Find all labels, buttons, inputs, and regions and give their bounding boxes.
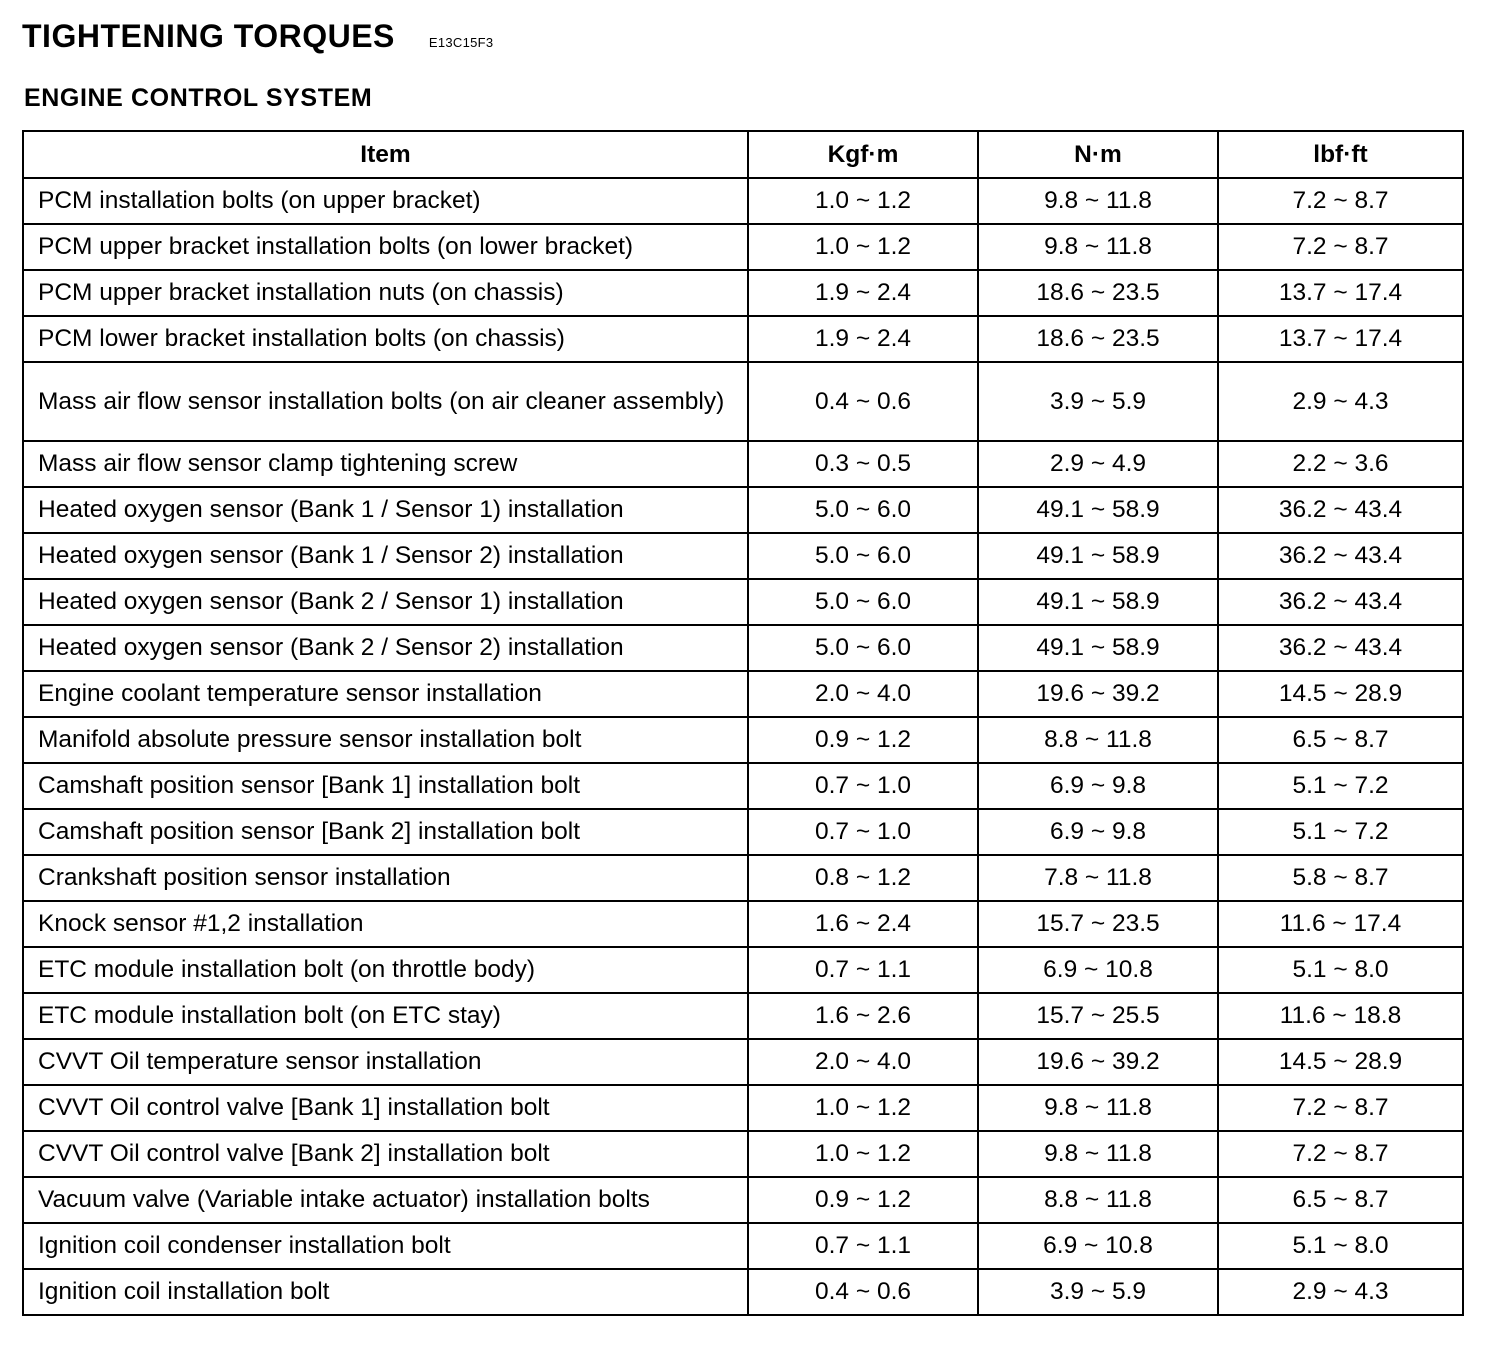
n-m-cell: 9.8 ~ 11.8 [978,1085,1218,1131]
lbf-ft-cell: 7.2 ~ 8.7 [1218,1131,1463,1177]
kgf-m-cell: 1.0 ~ 1.2 [748,224,978,270]
n-m-cell: 3.9 ~ 5.9 [978,362,1218,441]
n-m-cell: 9.8 ~ 11.8 [978,224,1218,270]
kgf-m-cell: 5.0 ~ 6.0 [748,625,978,671]
item-cell: CVVT Oil control valve [Bank 2] installation bolt [23,1131,748,1177]
table-row [23,901,1463,947]
table-row [23,717,1463,763]
item-cell: Ignition coil condenser installation bolt [23,1223,748,1269]
n-m-cell: 2.9 ~ 4.9 [978,441,1218,487]
table-row [23,1085,1463,1131]
lbf-ft-cell: 2.9 ~ 4.3 [1218,362,1463,441]
item-cell: Vacuum valve (Variable intake actuator) installation bolts [23,1177,748,1223]
document-code: E13C15F3 [428,35,494,50]
item-cell: Mass air flow sensor clamp tightening screw [23,441,748,487]
item-cell: CVVT Oil control valve [Bank 1] installation bolt [23,1085,748,1131]
item-cell: Heated oxygen sensor (Bank 1 / Sensor 2) installation [23,533,748,579]
item-cell: PCM lower bracket installation bolts (on chassis) [23,316,748,362]
item-cell: Manifold absolute pressure sensor installation bolt [23,717,748,763]
item-cell: Heated oxygen sensor (Bank 2 / Sensor 2) installation [23,625,748,671]
n-m-cell: 8.8 ~ 11.8 [978,717,1218,763]
table-row [23,1223,1463,1269]
table-row [23,487,1463,533]
kgf-m-cell: 0.7 ~ 1.0 [748,763,978,809]
table-row [23,625,1463,671]
n-m-cell: 7.8 ~ 11.8 [978,855,1218,901]
table-row [23,362,1463,441]
lbf-ft-cell: 5.8 ~ 8.7 [1218,855,1463,901]
lbf-ft-cell: 5.1 ~ 8.0 [1218,947,1463,993]
kgf-m-cell: 0.4 ~ 0.6 [748,362,978,441]
n-m-cell: 19.6 ~ 39.2 [978,1039,1218,1085]
lbf-ft-cell: 36.2 ~ 43.4 [1218,487,1463,533]
table-row [23,1177,1463,1223]
n-m-cell: 49.1 ~ 58.9 [978,625,1218,671]
table-row [23,533,1463,579]
lbf-ft-cell: 2.2 ~ 3.6 [1218,441,1463,487]
lbf-ft-cell: 13.7 ~ 17.4 [1218,316,1463,362]
column-header-kgf-m: Kgf·m [748,131,978,178]
item-cell: Heated oxygen sensor (Bank 1 / Sensor 1) installation [23,487,748,533]
item-cell: CVVT Oil temperature sensor installation [23,1039,748,1085]
item-cell: PCM installation bolts (on upper bracket) [23,178,748,224]
kgf-m-cell: 1.6 ~ 2.6 [748,993,978,1039]
kgf-m-cell: 2.0 ~ 4.0 [748,1039,978,1085]
item-cell: Engine coolant temperature sensor installation [23,671,748,717]
kgf-m-cell: 5.0 ~ 6.0 [748,533,978,579]
kgf-m-cell: 0.9 ~ 1.2 [748,1177,978,1223]
item-cell: Camshaft position sensor [Bank 2] installation bolt [23,809,748,855]
kgf-m-cell: 0.7 ~ 1.1 [748,1223,978,1269]
lbf-ft-cell: 36.2 ~ 43.4 [1218,625,1463,671]
kgf-m-cell: 0.7 ~ 1.1 [748,947,978,993]
item-cell: Ignition coil installation bolt [23,1269,748,1315]
lbf-ft-cell: 7.2 ~ 8.7 [1218,178,1463,224]
lbf-ft-cell: 11.6 ~ 18.8 [1218,993,1463,1039]
lbf-ft-cell: 11.6 ~ 17.4 [1218,901,1463,947]
lbf-ft-cell: 5.1 ~ 7.2 [1218,809,1463,855]
n-m-cell: 9.8 ~ 11.8 [978,178,1218,224]
kgf-m-cell: 1.9 ~ 2.4 [748,316,978,362]
n-m-cell: 19.6 ~ 39.2 [978,671,1218,717]
kgf-m-cell: 2.0 ~ 4.0 [748,671,978,717]
table-row [23,809,1463,855]
lbf-ft-cell: 7.2 ~ 8.7 [1218,224,1463,270]
item-cell: PCM upper bracket installation bolts (on lower bracket) [23,224,748,270]
column-header-n-m: N·m [978,131,1218,178]
lbf-ft-cell: 5.1 ~ 7.2 [1218,763,1463,809]
table-row [23,1039,1463,1085]
n-m-cell: 15.7 ~ 25.5 [978,993,1218,1039]
lbf-ft-cell: 36.2 ~ 43.4 [1218,579,1463,625]
kgf-m-cell: 0.3 ~ 0.5 [748,441,978,487]
lbf-ft-cell: 7.2 ~ 8.7 [1218,1085,1463,1131]
table-row [23,855,1463,901]
kgf-m-cell: 0.4 ~ 0.6 [748,1269,978,1315]
kgf-m-cell: 5.0 ~ 6.0 [748,487,978,533]
table-row [23,316,1463,362]
kgf-m-cell: 5.0 ~ 6.0 [748,579,978,625]
item-cell: Knock sensor #1,2 installation [23,901,748,947]
item-cell: Crankshaft position sensor installation [23,855,748,901]
title-line [22,18,493,55]
lbf-ft-cell: 5.1 ~ 8.0 [1218,1223,1463,1269]
column-header-item: Item [23,131,748,178]
table-row [23,763,1463,809]
lbf-ft-cell: 14.5 ~ 28.9 [1218,671,1463,717]
n-m-cell: 6.9 ~ 10.8 [978,947,1218,993]
table-row [23,441,1463,487]
kgf-m-cell: 1.9 ~ 2.4 [748,270,978,316]
n-m-cell: 49.1 ~ 58.9 [978,487,1218,533]
kgf-m-cell: 1.6 ~ 2.4 [748,901,978,947]
kgf-m-cell: 0.9 ~ 1.2 [748,717,978,763]
n-m-cell: 9.8 ~ 11.8 [978,1131,1218,1177]
column-header-lbf-ft: lbf·ft [1218,131,1463,178]
kgf-m-cell: 1.0 ~ 1.2 [748,1131,978,1177]
table-row [23,1269,1463,1315]
item-cell: ETC module installation bolt (on throttle body) [23,947,748,993]
table-row [23,947,1463,993]
page-title: TIGHTENING TORQUES [22,18,395,54]
n-m-cell: 49.1 ~ 58.9 [978,579,1218,625]
kgf-m-cell: 1.0 ~ 1.2 [748,1085,978,1131]
n-m-cell: 49.1 ~ 58.9 [978,533,1218,579]
n-m-cell: 6.9 ~ 9.8 [978,809,1218,855]
n-m-cell: 8.8 ~ 11.8 [978,1177,1218,1223]
torque-table [22,130,1464,1316]
table-row [23,224,1463,270]
table-row [23,993,1463,1039]
n-m-cell: 3.9 ~ 5.9 [978,1269,1218,1315]
lbf-ft-cell: 6.5 ~ 8.7 [1218,1177,1463,1223]
table-row [23,579,1463,625]
section-title: ENGINE CONTROL SYSTEM [24,84,373,112]
item-cell: Heated oxygen sensor (Bank 2 / Sensor 1) installation [23,579,748,625]
table-row [23,1131,1463,1177]
kgf-m-cell: 0.7 ~ 1.0 [748,809,978,855]
lbf-ft-cell: 6.5 ~ 8.7 [1218,717,1463,763]
table-body [23,178,1463,1315]
table-header-row [23,131,1463,178]
n-m-cell: 6.9 ~ 10.8 [978,1223,1218,1269]
table-row [23,270,1463,316]
item-cell: Mass air flow sensor installation bolts (on air cleaner assembly) [23,362,748,441]
n-m-cell: 18.6 ~ 23.5 [978,316,1218,362]
lbf-ft-cell: 14.5 ~ 28.9 [1218,1039,1463,1085]
item-cell: Camshaft position sensor [Bank 1] installation bolt [23,763,748,809]
n-m-cell: 6.9 ~ 9.8 [978,763,1218,809]
lbf-ft-cell: 36.2 ~ 43.4 [1218,533,1463,579]
table-row [23,671,1463,717]
kgf-m-cell: 0.8 ~ 1.2 [748,855,978,901]
item-cell: PCM upper bracket installation nuts (on chassis) [23,270,748,316]
lbf-ft-cell: 2.9 ~ 4.3 [1218,1269,1463,1315]
item-cell: ETC module installation bolt (on ETC stay) [23,993,748,1039]
lbf-ft-cell: 13.7 ~ 17.4 [1218,270,1463,316]
kgf-m-cell: 1.0 ~ 1.2 [748,178,978,224]
n-m-cell: 18.6 ~ 23.5 [978,270,1218,316]
n-m-cell: 15.7 ~ 23.5 [978,901,1218,947]
table-row [23,178,1463,224]
